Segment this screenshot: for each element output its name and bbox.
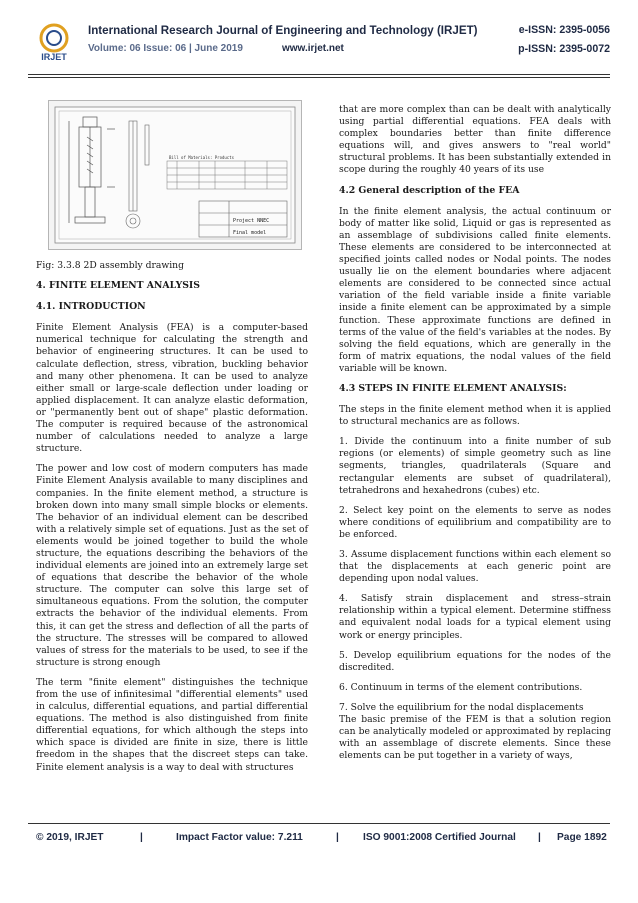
title-block-model: Final model [233,230,267,236]
paragraph: In the finite element analysis, the actual continuum or body of matter like solid, Liquid or gas is represented as an assemblage of subdivisions called finite elements. These elements are considered to be interconnected at specified joints called nodes or Nodal points. The nodes usually lie on the element boundaries where adjacent elements are considered to be connected since actual variation of the field variable inside a finite variable inside a finite element can be approximated by a simple function. These approximate functions are defined in terms of the value of the field's variables at the nodes. By solving the field equations, which are generally in the form of matrix equations, the nodal values of the field variable will be known. [339,205,611,374]
title-block-name: Project NNEC [233,218,270,224]
iso-certification: ISO 9001:2008 Certified Journal [363,832,516,843]
list-item: 2. Select key point on the elements to serve as nodes where conditions of equilibrium and compatibility are to be enforced. [339,504,611,540]
assembly-drawing-figure [48,100,302,250]
list-item: 6. Continuum in terms of the element contributions. [339,681,583,693]
paragraph: Finite Element Analysis (FEA) is a computer-based numerical technique for calculating the strength and behavior of engineering structures. It can be used to calculate deflection, stress, vibration, buckling behavior and many other phenomena. It can be used to analyze either small or large-scale deflection under loading or applied displacement. It can analyze elastic deformation, or "permanently bent out of shape" plastic deformation. The computer is required because of the astronomical number of calculations needed to analyze a large structure. [36,322,308,455]
header-rule [28,74,610,75]
subsection-heading: 4.1. INTRODUCTION [36,301,146,313]
header-rule-secondary [28,77,610,78]
subsection-heading: 4.3 STEPS IN FINITE ELEMENT ANALYSIS: [339,382,567,394]
copyright: © 2019, IRJET [36,832,104,843]
list-item: 1. Divide the continuum into a finite number of sub regions (or elements) of simple geometry such as line segments, triangles, quadrilaterals (Square and rectangular elements are subset of quadrilateral), tetrahedrons and hexahedrons (cubes) etc. [339,436,611,496]
list-item: 7. Solve the equilibrium for the nodal displacements [339,701,584,713]
journal-title: International Research Journal of Engineering and Technology (IRJET) [88,24,478,37]
list-item: 3. Assume displacement functions within each element so that the displacements at each generic point are depending upon nodal values. [339,549,611,585]
paragraph: The basic premise of the FEM is that a solution region can be analytically modeled or approximated by replacing with an assemblage of discrete elements. Since these elements can be put together in a variety of ways, [339,714,611,762]
pissn: p-ISSN: 2395-0072 [518,43,610,55]
paragraph: that are more complex than can be dealt with analytically using partial differential equations. FEA deals with complex boundaries better than finite difference equations will, and gives answers to "real world" structural problems. It has been substantially extended in scope during the roughly 40 years of its use [339,104,611,176]
footer-rule [28,823,610,824]
paragraph: The steps in the finite element method when it is applied to structural mechanics are as follows. [339,404,611,428]
svg-text:IRJET: IRJET [41,52,67,62]
list-item: 4. Satisfy strain displacement and stress–strain relationship within a typical element. Determine stiffness and equivalent nodal loads for a typical element using work or energy principles. [339,593,611,641]
irjet-logo [32,22,76,62]
eissn: e-ISSN: 2395-0056 [518,24,610,36]
page-number: Page 1892 [557,832,607,843]
impact-factor: Impact Factor value: 7.211 [176,832,303,843]
subsection-heading: 4.2 General description of the FEA [339,184,520,196]
assembly-drawing-image [49,101,301,249]
left-column [36,100,308,782]
footer-separator: | [336,832,339,843]
section-heading: 4. FINITE ELEMENT ANALYSIS [36,280,200,292]
right-column [339,104,611,770]
footer-separator: | [538,832,541,843]
footer-separator: | [140,832,143,843]
bom-title: Bill of Materials: Products [169,155,235,160]
figure-caption: Fig: 3.3.8 2D assembly drawing [36,260,184,271]
volume-issue: Volume: 06 Issue: 06 | June 2019 [88,43,243,54]
list-item: 5. Develop equilibrium equations for the nodes of the discredited. [339,649,611,673]
paragraph: The power and low cost of modern computers has made Finite Element Analysis available to many disciplines and companies. In the finite element method, a structure is broken down into many small simple blocks or elements. The behavior of an individual element can be described with a relatively simple set of equations. Just as the set of elements would be joined together to build the whole structure, the equations describing the behaviors of the individual elements are joined into an extremely large set of equations that describe the behavior of the whole structure. The computer can solve this large set of simultaneous equations. From the solution, the computer extracts the behavior of the individual elements. From this, it can get the stress and deflection of all the parts of the structure. The stresses will be compared to allowed values of stress for the materials to be used, to see if the structure is strong enough [36,463,308,668]
website-link[interactable]: www.irjet.net [282,43,344,54]
page-header [28,20,610,76]
paragraph: The term "finite element" distinguishes the technique from the use of infinitesimal "differential elements" used in calculus, differential equations, and partial differential equations. The method is also distinguished from finite differential equations, for which although the steps into which space is divided are finite in size, there is little freedom in the shapes that the discreet steps can take. Finite element analysis is a way to deal with structures [36,676,308,773]
